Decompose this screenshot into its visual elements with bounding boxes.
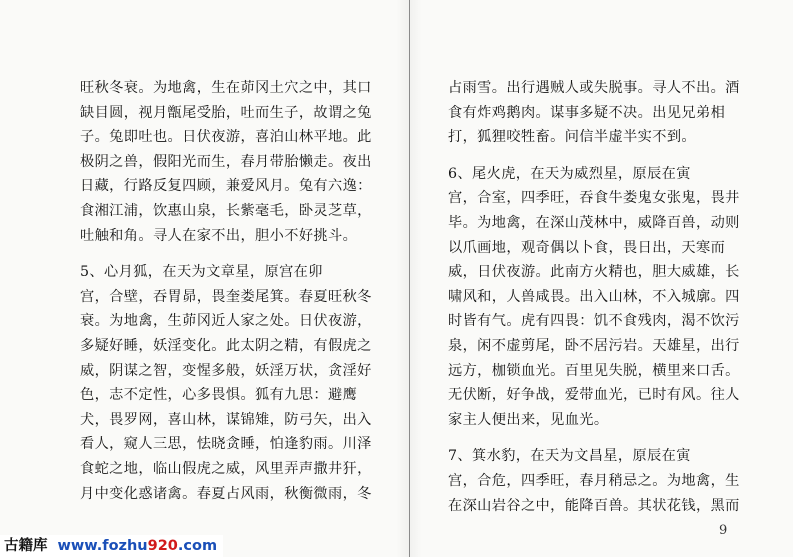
text-line: 日藏，行路反复四顾，兼爱风月。兔有六逸：	[80, 178, 372, 195]
text-line: 色，志不定性，心多畏惧。狐有九思：避鹰	[80, 387, 358, 404]
text-line: 犬，畏罗网，喜山林，谋锦雉，防弓矢，出入	[80, 411, 372, 428]
text-line: 食湘江浦，饮惠山泉，长紫毫毛，卧灵芝草，	[80, 202, 372, 219]
paragraph-gap	[448, 432, 766, 444]
text-line: 宫，合危，四季旺，春月稍忌之。为地禽，生	[448, 472, 740, 489]
text-line: 以爪画地，观奇偶以卜食，畏日出，天寒而	[448, 239, 726, 256]
text-line: 打，狐狸咬牲畜。问信半虚半实不到。	[448, 129, 696, 146]
text-line: 月中变化惑诸禽。春夏占风雨，秋衡微雨，冬	[80, 485, 372, 502]
text-line: 威，日伏夜游。此南方火精也，胆大威雄，长	[448, 264, 740, 281]
text-line: 衰。为地禽，生茆冈近人家之处。日伏夜游，	[80, 313, 372, 330]
text-line: 多疑好睡，妖淫变化。此太阴之精，有假虎之	[80, 337, 372, 354]
text-line: 无伏断，好争战，爱带血光，已时有风。往人	[448, 387, 740, 404]
text-line: 吐触和角。寻人在家不出，胆小不好挑斗。	[80, 227, 358, 244]
text-line: 远方，枷锁血光。百里见失脱，横里来口舌。	[448, 362, 740, 379]
right-page-text	[448, 76, 766, 518]
text-line: 毕。为地禽，在深山茂林中，威降百兽，动则	[448, 214, 740, 231]
text-line: 食蛇之地，临山假虎之威，风里弄声撒井犴，	[80, 460, 372, 477]
text-line: 极阴之兽，假阳光而生，春月带胎懒走。夜出	[80, 153, 372, 170]
watermark-url-number: 920	[147, 538, 178, 554]
book-spine	[409, 0, 410, 557]
text-line: 6、尾火虎，在天为威烈星，原辰在寅	[448, 165, 691, 182]
site-watermark[interactable]	[0, 535, 223, 557]
text-line: 旺秋冬衰。为地禽，生在茆冈土穴之中，其口	[80, 80, 372, 96]
watermark-site-name: 古籍库	[4, 538, 48, 554]
text-line: 宫，合室，四季旺，吞食牛娄鬼女张鬼，畏井	[448, 190, 740, 207]
text-line: 子。兔即吐也。日伏夜游，喜泊山林平地。此	[80, 129, 372, 146]
watermark-url-prefix: www.fozhu	[57, 538, 148, 554]
page-number: 9	[719, 523, 728, 538]
left-page-text	[80, 76, 390, 506]
text-line: 家主人便出来，见血光。	[448, 411, 609, 428]
text-line: 缺目圆，视月甑尾受胎，吐而生子，故谓之兔	[80, 104, 372, 121]
text-line: 看人，窥人三思，怯晓贪睡，怕逢豹雨。川泽	[80, 436, 372, 453]
paragraph-gap	[448, 150, 766, 162]
paragraph-gap	[80, 248, 390, 260]
text-line: 时皆有气。虎有四畏：饥不食残肉，渴不饮污	[448, 313, 740, 330]
text-line: 宫，合壁，吞胃昴，畏奎娄尾箕。春夏旺秋冬	[80, 288, 372, 305]
text-line: 泉，闲不虚剪尾，卧不居污岩。天雄星，出行	[448, 337, 740, 354]
text-line: 食有炸鸡鹅肉。谋事多疑不决。出见兄弟相	[448, 104, 726, 121]
text-line: 7、箕水豹，在天为文昌星，原辰在寅	[448, 448, 691, 465]
text-line: 啸风和，人兽咸畏。出入山林，不入城廓。四	[448, 288, 740, 305]
watermark-url-suffix: .com	[177, 538, 218, 554]
text-line: 威，阴谋之智，变惺多般，妖淫万状，贪淫好	[80, 362, 372, 379]
text-line: 5、心月狐，在天为文章星，原宫在卯	[80, 264, 323, 281]
text-line: 在深山岩谷之中，能降百兽。其状花钱，黑而	[448, 497, 740, 514]
text-line: 占雨雪。出行遇贼人或失脱事。寻人不出。酒	[448, 80, 740, 96]
